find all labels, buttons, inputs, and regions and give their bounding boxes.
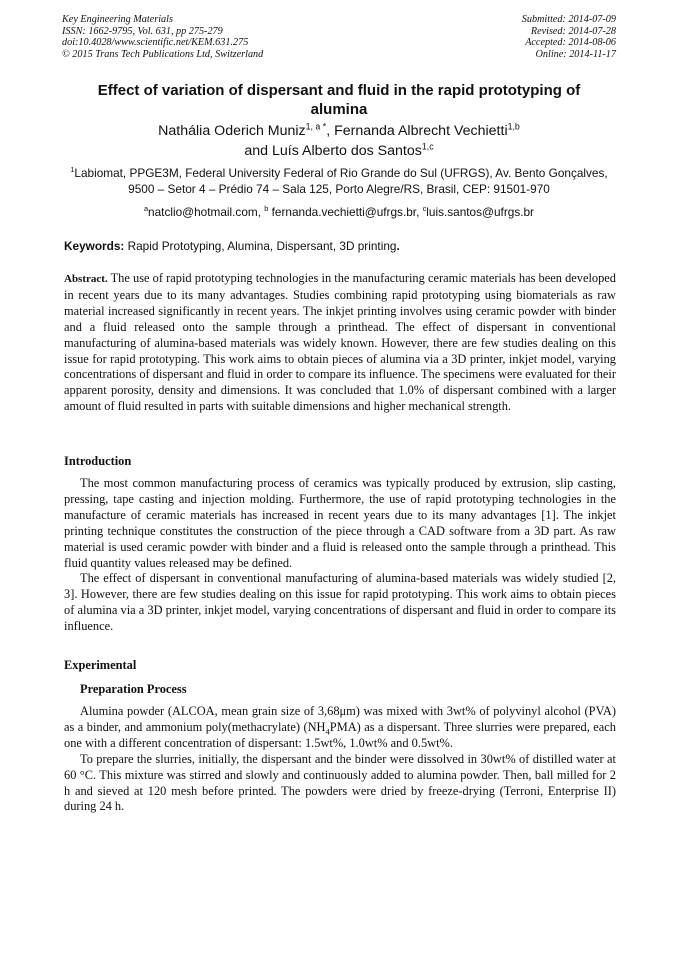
experimental-body xyxy=(64,704,616,815)
email-address: natclio@hotmail.com, xyxy=(148,205,265,219)
author-name: Luís Alberto dos Santos xyxy=(272,143,422,159)
date-submitted: Submitted: 2014-07-09 xyxy=(521,14,616,25)
abstract-text: The use of rapid prototyping technologies in the manufacturing ceramic materials has been developed in recent years due to its many advantages. Studies combining rapid prototyping using biomaterials as raw material increased significantly in recent years. The inkjet printing involves using ceramic powder with binder and a fluid released onto the sample through a printhead. The effect of dispersant in conventional manufacturing of alumina-based materials was widely known. However, there are few studies dealing on this issue for rapid prototyping. This work aims to obtain pieces of alumina via a 3D printer, inkjet model, varying concentrations of dispersant and fluid in order to compare its influence. The specimens were evaluated for their apparent porosity, density and dimensions. It was concluded that 1.0% of dispersant combined with a larger amount of fluid resulted in parts with suitable dimensions and higher mechanical strength. xyxy=(64,271,616,414)
affiliation-text: Labiomat, PPGE3M, Federal University Federal of Rio Grande do Sul (UFRGS), Av. Bento Gonçalves, 9500 – Setor 4 – Prédio 74 – Sala 125, Porto Alegre/RS, Brasil, CEP: 91501-970 xyxy=(74,166,608,196)
date-online: Online: 2014-11-17 xyxy=(535,48,616,60)
email-address: luis.santos@ufrgs.br xyxy=(426,205,534,219)
journal-issn: ISSN: 1662-9795, Vol. 631, pp 275-279 xyxy=(62,25,223,37)
paragraph-text: PMA) as a dispersant. Three slurries were prepared, each one with a different concentration of dispersant: 1.5wt%, 1.0wt% and 0.5wt%. xyxy=(64,719,616,750)
introduction-body xyxy=(64,476,616,635)
author-emails xyxy=(70,204,608,220)
email-mark: a xyxy=(143,204,149,214)
author-affiliation-mark: 1, a * xyxy=(305,121,327,132)
abstract-label: Abstract. xyxy=(64,273,108,285)
date-accepted: Accepted: 2014-08-06 xyxy=(525,37,616,48)
paragraph: The most common manufacturing process of ceramics was typically produced by extrusion, slip casting, pressing, tape casting and injection molding. Furthermore, the use of rapid prototyping technologies in the manufacture of ceramic materials has increased in recent years due to its many advantages [1]. The inkjet printing technique constitutes the construction of the piece through a CAD software from a 3D part. As raw material is used ceramic powder with binder and a fluid is released onto the sample through a printhead. This fluid quantity values released may be defined. xyxy=(64,476,616,570)
author-conjunction: and xyxy=(244,143,272,159)
keywords xyxy=(64,238,616,254)
journal-info xyxy=(62,14,362,60)
keywords-label: Keywords: xyxy=(64,239,125,253)
date-revised: Revised: 2014-07-28 xyxy=(530,25,616,37)
paragraph-text: Alumina powder (ALCOA, mean grain size of 3,68μm) was mixed with 3wt% of polyvinyl alcohol (PVA) as a binder, and ammonium poly(methacrylate) (NH xyxy=(64,704,616,734)
journal-name: Key Engineering Materials xyxy=(62,14,173,25)
section-heading-introduction: Introduction xyxy=(64,454,132,468)
paper-title: Effect of variation of dispersant and fluid in the rapid prototyping of alumina xyxy=(97,82,581,118)
subsection-heading: Preparation Process xyxy=(80,682,187,696)
affiliation-mark: 1 xyxy=(70,165,75,175)
keywords-end: . xyxy=(396,239,400,253)
paragraph: The effect of dispersant in conventional manufacturing of alumina-based materials was widely studied [2, 3]. However, there are few studies dealing on this issue for rapid prototyping. This work aims to obtain pieces of alumina via a 3D printer, inkjet model, varying concentrations of dispersant and fluid in order to compare its influence. xyxy=(64,571,616,634)
paragraph xyxy=(64,704,616,752)
author-list xyxy=(70,121,608,161)
section-heading-experimental: Experimental xyxy=(64,658,137,672)
journal-doi: doi:10.4028/www.scientific.net/KEM.631.275 xyxy=(62,37,249,48)
email-mark: c xyxy=(422,204,427,214)
email-mark: b xyxy=(264,204,269,214)
paragraph: To prepare the slurries, initially, the dispersant and the binder were dissolved in 30wt% of distilled water at 60 °C. This mixture was stirred and slowly and continuously added to alumina powder. Then, ball milled for 2 h and sieved at 120 mesh before printed. The powders were dried by freeze-drying (Terroni, Enterprise II) during 24 h. xyxy=(64,751,616,814)
keywords-text: Rapid Prototyping, Alumina, Dispersant, 3D printing xyxy=(124,239,397,253)
email-address: fernanda.vechietti@ufrgs.br, xyxy=(268,205,423,219)
publication-dates xyxy=(376,14,616,60)
affiliation xyxy=(70,165,608,197)
subscript: 4 xyxy=(325,726,330,737)
author-separator: , xyxy=(326,123,335,139)
author-affiliation-mark: 1,b xyxy=(507,121,520,132)
journal-copyright: © 2015 Trans Tech Publications Ltd, Switzerland xyxy=(62,48,264,60)
abstract xyxy=(64,271,616,415)
author-name: Nathália Oderich Muniz xyxy=(158,123,306,139)
author-affiliation-mark: 1,c xyxy=(421,141,434,152)
author-name: Fernanda Albrecht Vechietti xyxy=(334,123,508,139)
